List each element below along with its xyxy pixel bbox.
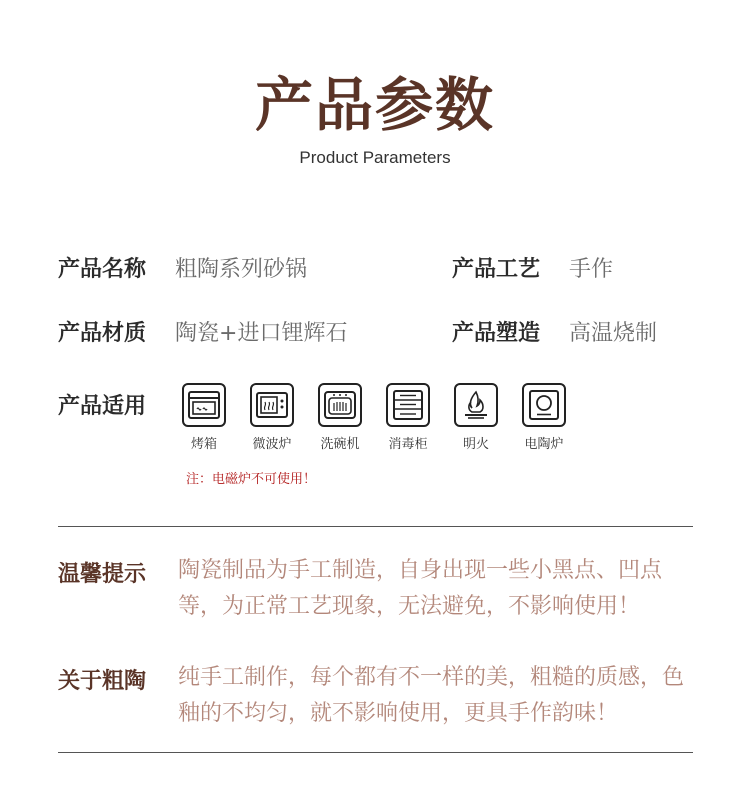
- param-name-row: [58, 252, 307, 283]
- divider-top: [58, 526, 693, 527]
- param-material-row: [58, 316, 347, 347]
- param-usage-row: [58, 389, 146, 420]
- appliance-sterilizer: [384, 383, 432, 452]
- warm-tip-label: 温馨提示: [58, 562, 147, 587]
- appliance-electric-stove: [520, 383, 568, 452]
- appliance-label: 洗碗机: [320, 437, 360, 452]
- param-name-label: 产品名称: [58, 257, 147, 282]
- param-craft-row: [452, 252, 613, 283]
- appliance-label: 明火: [462, 437, 489, 452]
- appliance-label: 电陶炉: [524, 437, 564, 452]
- param-material-value: 陶瓷+进口锂辉石: [175, 321, 348, 346]
- about-text: 纯手工制作，每个都有不一样的美，粗糙的质感，色釉的不均匀，就不影响使用，更具手作韵味！: [178, 665, 685, 726]
- param-shaping-label: 产品塑造: [452, 321, 541, 346]
- appliance-label: 消毒柜: [388, 437, 428, 452]
- appliance-dishwasher: [316, 383, 364, 452]
- param-craft-label: 产品工艺: [452, 257, 541, 282]
- appliance-flame: [452, 383, 500, 452]
- electric-ceramic-stove-icon: [522, 383, 566, 427]
- appliance-label: 微波炉: [252, 437, 292, 452]
- induction-warning-note: 注：电磁炉不可使用！: [186, 472, 317, 487]
- param-material-label: 产品材质: [58, 321, 147, 346]
- appliance-microwave: [248, 383, 296, 452]
- page-subtitle: Product Parameters: [299, 148, 451, 167]
- microwave-icon: [250, 383, 294, 427]
- divider-bottom: [58, 752, 693, 753]
- param-craft-value: 手作: [569, 257, 614, 282]
- flame-icon: [454, 383, 498, 427]
- oven-icon: [182, 383, 226, 427]
- appliance-label: 烤箱: [190, 437, 217, 452]
- param-shaping-value: 高温烧制: [569, 321, 658, 346]
- page-title: 产品参数: [254, 71, 495, 139]
- param-shaping-row: [452, 316, 657, 347]
- warm-tip-text: 陶瓷制品为手工制造，自身出现一些小黑点、凹点等，为正常工艺现象，无法避免，不影响使用！: [178, 558, 663, 619]
- appliance-icons: [180, 383, 568, 452]
- param-name-value: 粗陶系列砂锅: [175, 257, 308, 282]
- appliance-oven: [180, 383, 228, 452]
- dishwasher-icon: [318, 383, 362, 427]
- about-label: 关于粗陶: [58, 669, 147, 694]
- param-usage-label: 产品适用: [58, 394, 147, 419]
- sterilizer-icon: [386, 383, 430, 427]
